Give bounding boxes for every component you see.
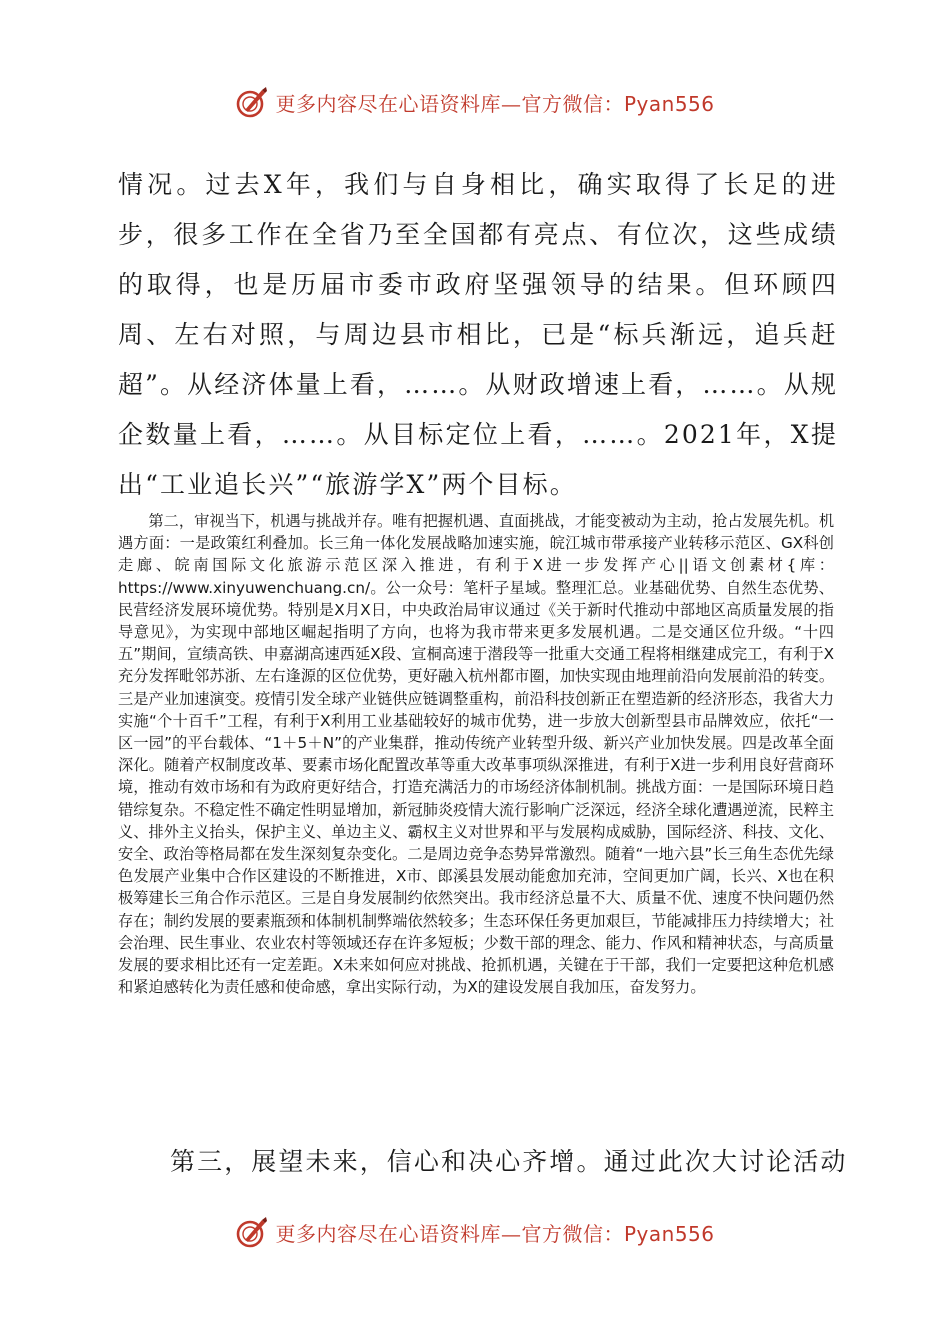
pen-circle-logo-icon [235,1215,269,1249]
footer-banner-label: 更多内容尽在心语资料库—官方微信： [275,1221,624,1246]
page-header-banner [0,82,950,122]
page-footer-banner [0,1212,950,1252]
pen-circle-logo-icon [235,85,269,119]
footer-contact-id: Pyan556 [623,1221,715,1246]
header-banner-label: 更多内容尽在心语资料库—官方微信： [275,91,624,116]
footer-banner-text [275,1218,714,1247]
paragraph-1: 情况。过去X年，我们与自身相比，确实取得了长足的进步，很多工作在全省乃至全国都有亮点、有位次，这些成绩的取得，也是历届市委市政府坚强领导的结果。但环顾四周、左右对照，与周边县市相比，已是“标兵渐远，追兵赶超”。从经济体量上看，……。从财政增速上看，……。从规企数量上看，……。从目标定位上看，……。2021年，X提出“工业追长兴”“旅游学X”两个目标。 [118,170,838,499]
header-banner-text [275,88,714,117]
paragraph-3: 第三，展望未来，信心和决心齐增。通过此次大讨论活动 [170,1147,848,1176]
paragraph-2: 第二，审视当下，机遇与挑战并存。唯有把握机遇、直面挑战，才能变被动为主动，抢占发展先机。机遇方面：一是政策红利叠加。长三角一体化发展战略加速实施，皖江城市带承接产业转移示范区、GX科创走廊、皖南国际文化旅游示范区深入推进，有利于X进一步发挥产心||语文创素材{库：https://www.xinyuwenchuang.cn/。公一众号：笔杆子星域。整理汇总。业基础优势、自然生态优势、民营经济发展环境优势。特别是X月X日，中央政治局审议通过《关于新时代推动中部地区高质量发展的指导意见》，为实现中部地区崛起指明了方向，也将为我市带来更多发展机遇。二是交通区位升级。“十四五”期间，宣绩高铁、申嘉湖高速西延X段、宣桐高速于潜段等一批重大交通工程将相继建成完工，有利于X充分发挥毗邻苏浙、左右逢源的区位优势，更好融入杭州都市圈，加快实现由地理前沿向发展前沿的转变。三是产业加速演变。疫情引发全球产业链供应链调整重构，前沿科技创新正在塑造新的经济形态，我省大力实施“个十百千”工程，有利于X利用工业基础较好的城市优势，进一步放大创新型县市品牌效应，依托“一区一园”的平台载体、“1＋5＋N”的产业集群，推动传统产业转型升级、新兴产业加快发展。四是改革全面深化。随着产权制度改革、要素市场化配置改革等重大改革事项纵深推进，有利于X进一步利用良好营商环境，推动有效市场和有为政府更好结合，打造充满活力的市场经济体制机制。挑战方面：一是国际环境日趋错综复杂。不稳定性不确定性明显增加，新冠肺炎疫情大流行影响广泛深远，经济全球化遭遇逆流，民粹主义、排外主义抬头，保护主义、单边主义、霸权主义对世界和平与发展构成威胁，国际经济、科技、文化、安全、政治等格局都在发生深刻复杂变化。二是周边竞争态势异常激烈。随着“一地六县”长三角生态优先绿色发展产业集中合作区建设的不断推进，X市、郎溪县发展动能愈加充沛，空间更加广阔，长兴、X也在积极筹建长三角合作示范区。三是自身发展制约依然突出。我市经济总量不大、质量不优、速度不快问题仍然存在；制约发展的要素瓶颈和体制机制弊端依然较多；生态环保任务更加艰巨，节能减排压力持续增大；社会治理、民生事业、农业农村等领域还存在许多短板；少数干部的理念、能力、作风和精神状态，与高质量发展的要求相比还有一定差距。X未来如何应对挑战、抢抓机遇，关键在于干部，我们一定要把这种危机感和紧迫感转化为责任感和使命感，拿出实际行动，为X的建设发展自我加压，奋发努力。 [118,512,834,997]
header-contact-id: Pyan556 [623,91,715,116]
